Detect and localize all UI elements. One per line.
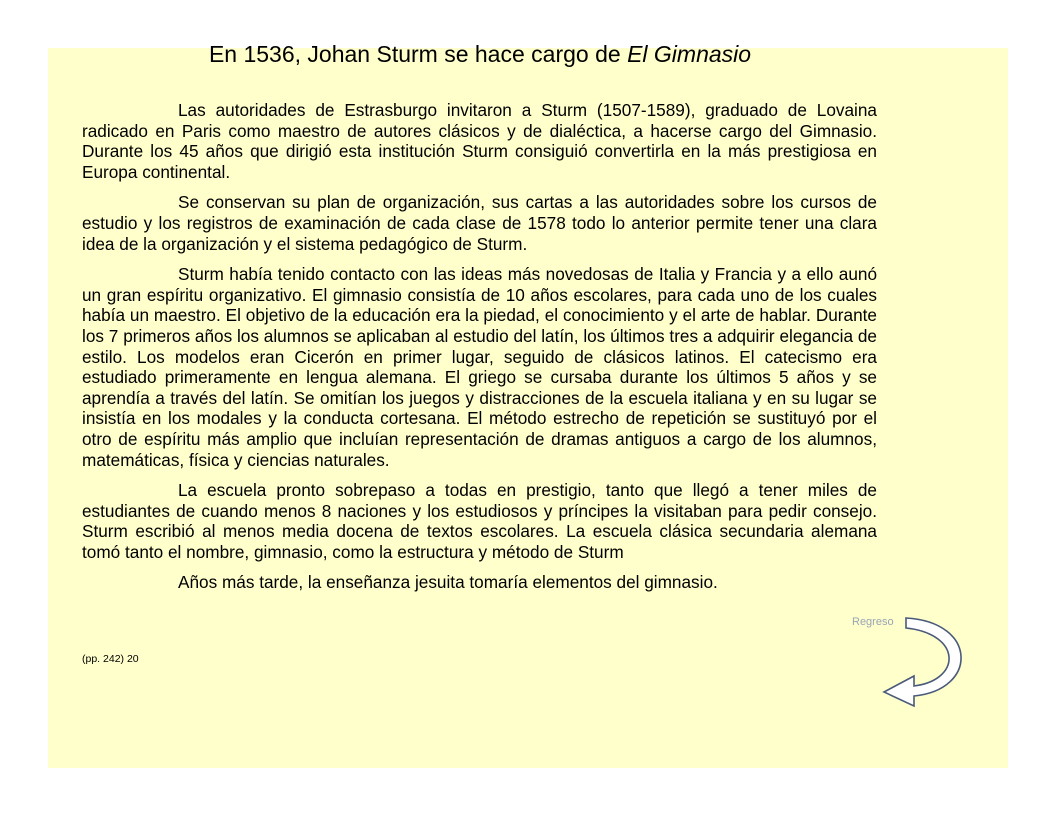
- title-text: En 1536, Johan Sturm se hace cargo de: [208, 41, 628, 67]
- title-italic-text: El Gimnasio: [627, 41, 752, 67]
- paragraph-4: La escuela pronto sobrepaso a todas en prestigio, tanto que llegó a tener miles de estudiantes de cuando menos 8 naciones y los estudiosos y príncipes la visitaban para pedir consejo. Sturm escribió al menos media docena de textos escolares. La escuela clásica secundaria alemana tomó tanto el nombre, gimnasio, como la estructura y método de Sturm: [82, 480, 877, 562]
- slide-title: [0, 40, 1008, 68]
- page-reference: (pp. 242) 20: [82, 653, 139, 665]
- paragraph-1: Las autoridades de Estrasburgo invitaron a Sturm (1507-1589), graduado de Lovaina radicado en Paris como maestro de autores clásicos y de dialéctica, a hacerse cargo del Gimnasio. Durante los 45 años que dirigió esta institución Sturm consiguió convertirla en la más prestigiosa en Europa continental.: [82, 100, 877, 182]
- back-link[interactable]: Regreso: [852, 616, 894, 628]
- paragraph-3: Sturm había tenido contacto con las ideas más novedosas de Italia y Francia y a ello aunó un gran espíritu organizativo. El gimnasio consistía de 10 años escolares, para cada uno de los cuales había un maestro. El objetivo de la educación era la piedad, el conocimiento y el arte de hablar. Durante los 7 primeros años los alumnos se aplicaban al estudio del latín, los últimos tres a adquirir elegancia de estilo. Los modelos eran Cicerón en primer lugar, seguido de clásicos latinos. El catecismo era estudiado primeramente en lengua alemana. El griego se cursaba durante los últimos 5 años y se aprendía a través del latín. Se omitían los juegos y distracciones de la escuela italiana y en su lugar se insistía en los modales y la conducta cortesana. El método estrecho de repetición se sustituyó por el otro de espíritu más amplio que incluían representación de dramas antiguos a cargo de los alumnos, matemáticas, física y ciencias naturales.: [82, 264, 877, 470]
- paragraph-5: Años más tarde, la enseñanza jesuita tomaría elementos del gimnasio.: [178, 572, 718, 593]
- paragraph-2: Se conservan su plan de organización, sus cartas a las autoridades sobre los cursos de estudio y los registros de examinación de cada clase de 1578 todo lo anterior permite tener una clara idea de la organización y el sistema pedagógico de Sturm.: [82, 192, 877, 254]
- body-text: [82, 100, 877, 593]
